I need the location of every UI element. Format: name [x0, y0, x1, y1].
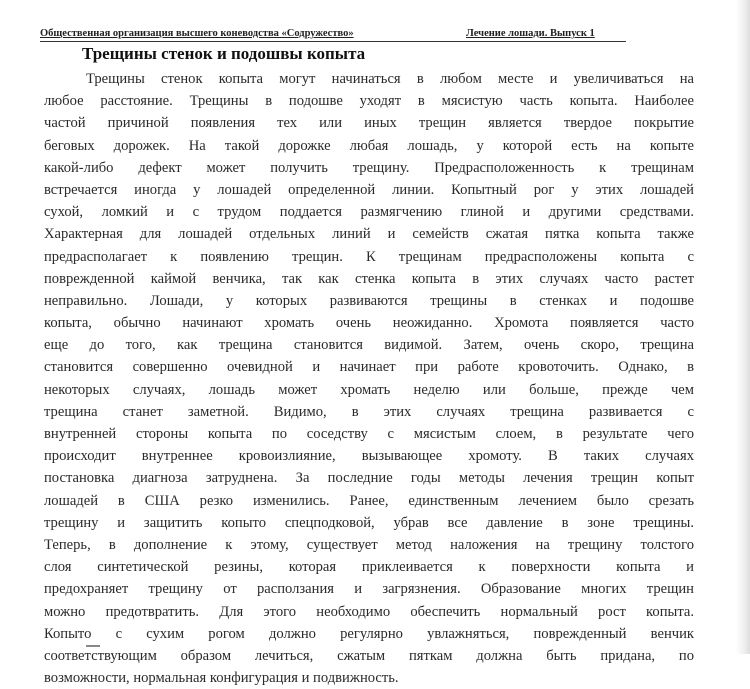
text-line: беговых дорожек. На такой дорожке любая лошадь, у которой есть на копыте [44, 137, 694, 154]
text-line: Трещины стенок копыта могут начинаться в любом месте и увеличиваться на [86, 71, 694, 87]
text-line: трещина станет заметной. Видимо, в этих случаях трещина развивается с [44, 403, 694, 420]
text-line: копыта, обычно начинают хромать очень неожиданно. Хромота появляется часто [44, 315, 694, 332]
text-line: частой причиной появления тех или иных трещин является твердое покрытие [44, 115, 694, 132]
text-line: неправильно. Лошади, у которых развиваются трещины в стенках и подошве [44, 292, 694, 309]
header-rule [40, 41, 626, 42]
text-line: внутренней стороны копыта по соседству с мясистым слоем, в результате чего [44, 426, 694, 442]
text-line: любое расстояние. Трещины в подошве уходят в мясистую часть копыта. Наиболее [44, 93, 694, 110]
text-line: сухой, ломкий и с трудом поддается размягчению глиной и другими средствами. [44, 204, 694, 221]
text-line: лошадей в США резко изменились. Ранее, единственным лечением было срезать [44, 492, 694, 509]
text-line: предохраняет трещину от расползания и загрязнения. Образование многих трещин [44, 581, 694, 598]
text-line: какой-либо дефект может получить трещину. Предрасположенность к трещинам [44, 159, 694, 176]
text-line: становится совершенно очевидной и начинает при работе кровоточить. Однако, в [44, 359, 694, 376]
scan-edge-shadow [736, 0, 750, 654]
text-line: происходит внутреннее кровоизлияние, вызывающее хромоту. В таких случаях [44, 448, 694, 465]
text-line: слоя синтетической резины, которая приклеивается к поверхности копыта и [44, 559, 694, 576]
text-line: можно предотвратить. Для этого необходимо обеспечить нормальный рост копыта. [44, 603, 694, 620]
text-line: соответствующим образом лечиться, сжатым пяткам должна быть придана, по [44, 647, 694, 664]
text-line: еще до того, как трещина становится видимой. Затем, очень скоро, трещина [44, 337, 694, 354]
header-issue: Лечение лошади. Выпуск 1 [466, 28, 595, 39]
body-text [44, 68, 694, 689]
text-line: трещину и защитить копыто спецподковой, убрав все давление в зоне трещины. [44, 514, 694, 531]
section-title: Трещины стенок и подошвы копыта [82, 44, 366, 63]
text-line: предрасполагает к появлению трещин. К трещинам предрасположены копыта с [44, 248, 694, 265]
text-line: постановка диагноза затруднена. За последние годы методы лечения трещин копыт [44, 470, 694, 487]
header-organization: Общественная организация высшего коневодства «Содружество» [40, 28, 354, 39]
text-line: возможности, нормальная конфигурация и подвижность. [44, 670, 399, 687]
text-line: Копыто с сухим рогом должно регулярно увлажняться, поврежденный венчик [44, 625, 694, 642]
text-line: встречается иногда у лошадей определенной линии. Копытный рог у этих лошадей [44, 181, 694, 198]
text-line: поврежденной каймой венчика, так как стенка копыта в этих случаях часто растет [44, 270, 694, 287]
text-line: некоторых случаях, лошадь может хромать неделю или больше, прежде чем [44, 381, 694, 398]
text-line: Характерная для лошадей отдельных линий и семейств сжатая пятка копыта также [44, 226, 694, 243]
text-line: Теперь, в дополнение к этому, существует метод наложения на трещину толстого [44, 536, 694, 553]
scan-mark [86, 645, 100, 647]
